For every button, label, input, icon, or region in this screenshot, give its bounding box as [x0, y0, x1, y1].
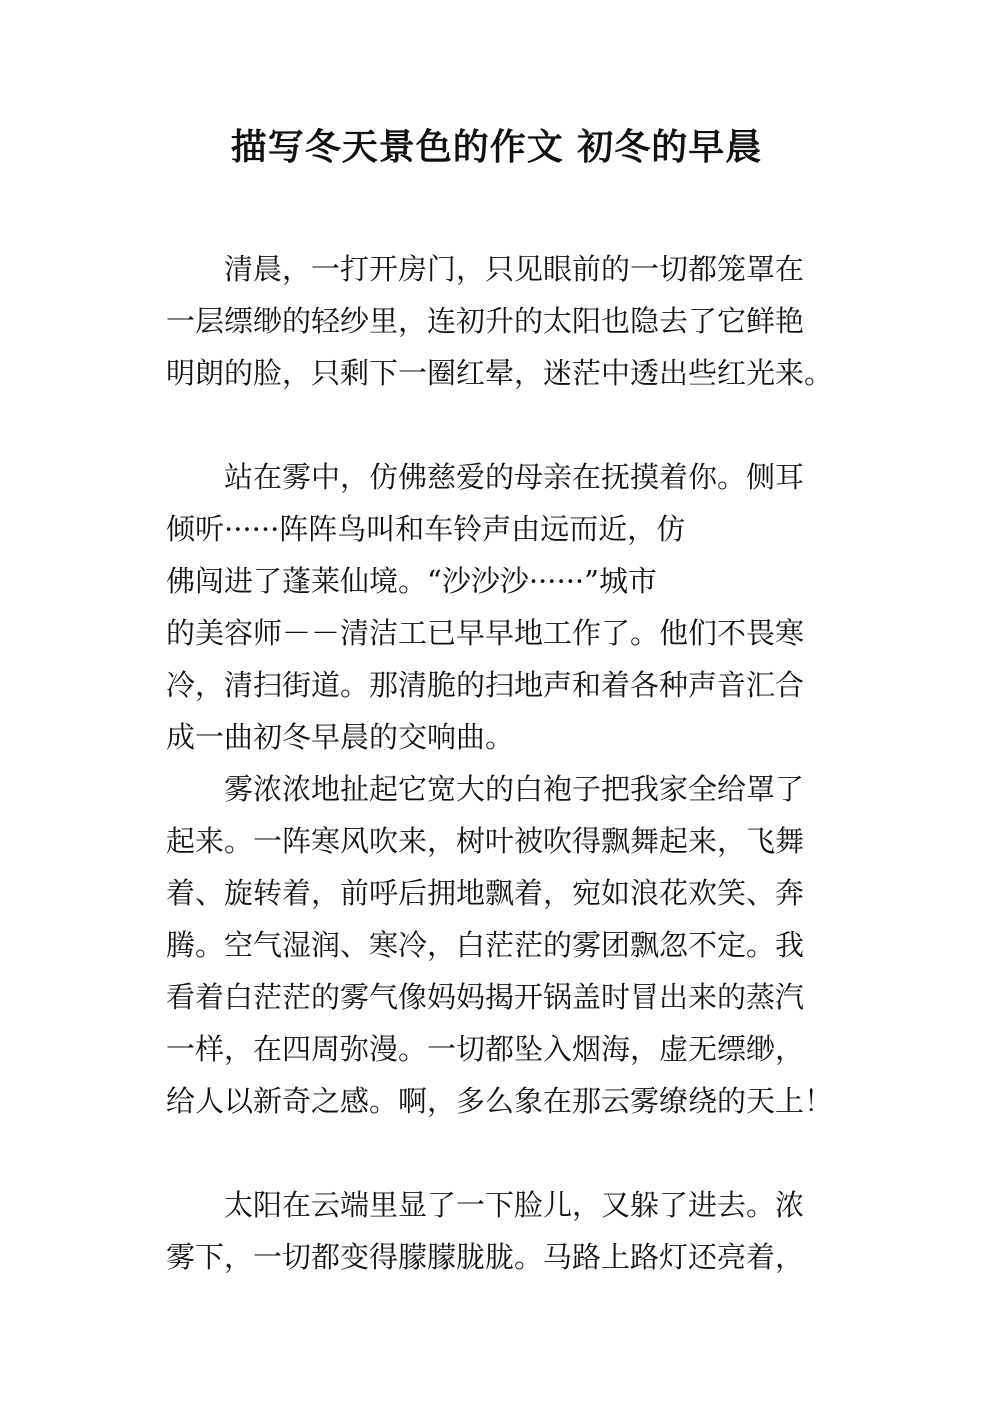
paragraph-1: [166, 243, 834, 399]
paragraph-line: 清晨，一打开房门，只见眼前的一切都笼罩在: [166, 252, 805, 286]
paragraph-line: 佛闯进了蓬莱仙境。“沙沙沙······”城市: [166, 564, 657, 598]
paragraph-line: 太阳在云端里显了一下脸儿，又躲了进去。浓: [166, 1188, 805, 1222]
paragraph-line: 腾。空气湿润、寒冷，白茫茫的雾团飘忽不定。我: [166, 928, 805, 962]
paragraph-2: [166, 451, 831, 763]
paragraph-line: 雾浓浓地扯起它宽大的白袍子把我家全给罩了: [166, 772, 805, 806]
paragraph-line: 起来。一阵寒风吹来，树叶被吹得飘舞起来，飞舞: [166, 824, 805, 858]
paragraph-line: 给人以新奇之感。啊，多么象在那云雾缭绕的天上！: [166, 1084, 834, 1118]
paragraph-line: 成一曲初冬早晨的交响曲。: [166, 720, 515, 754]
paragraph-line: 的美容师－－清洁工已早早地工作了。他们不畏寒: [166, 616, 805, 650]
paragraph-line: 倾听······阵阵鸟叫和车铃声由远而近，仿: [166, 512, 686, 546]
paragraph-line: 一层缥缈的轻纱里，连初升的太阳也隐去了它鲜艳: [166, 304, 805, 338]
paragraph-line: 明朗的脸，只剩下一圈红晕，迷茫中透出些红光来。: [166, 356, 834, 390]
paragraph-line: 看着白茫茫的雾气像妈妈揭开锅盖时冒出来的蒸汽: [166, 980, 805, 1014]
paragraph-3: [166, 763, 834, 1127]
paragraph-line: 着、旋转着，前呼后拥地飘着，宛如浪花欢笑、奔: [166, 876, 805, 910]
paragraph-line: 冷，清扫街道。那清脆的扫地声和着各种声音汇合: [166, 668, 805, 702]
document-title: 描写冬天景色的作文 初冬的早晨: [230, 127, 763, 168]
paragraph-line: 站在雾中，仿佛慈爱的母亲在抚摸着你。侧耳: [166, 460, 805, 494]
paragraph-line: 一样，在四周弥漫。一切都坠入烟海，虚无缥缈，: [166, 1032, 805, 1066]
paragraph-line: 雾下，一切都变得朦朦胧胧。马路上路灯还亮着，: [166, 1240, 805, 1274]
paragraph-4: [166, 1179, 831, 1283]
